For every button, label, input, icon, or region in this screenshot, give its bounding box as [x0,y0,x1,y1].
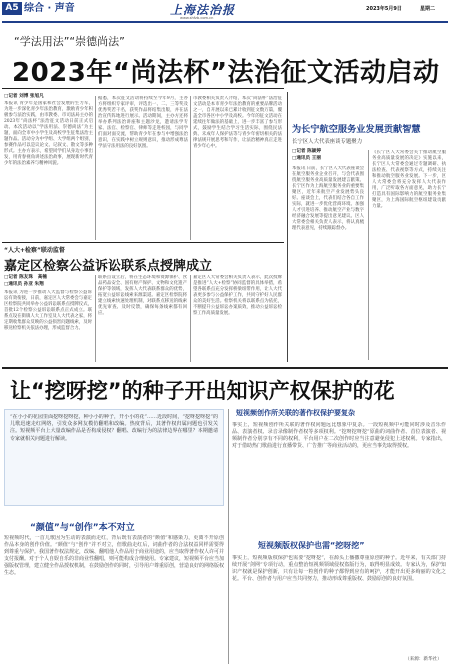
side-column-divider [287,92,288,362]
feature-headline: 让“挖呀挖”的种子开出知识产权保护的花 [10,379,395,403]
feature-right-body-1: 事实上，短视频创作所关联的著作权问题远比想象中复杂。一段短视频中可能同时涉及音乐作品、表演者权、录音录像制作者权等多项权利。“挖呀挖呀挖”原曲的词曲作者、首位表演者、视频制作者分别享有不同的权利，平台用户在二次创作时应当注意避免侵犯上述权利。专家指出，对于借助热门歌曲进行直播带货、广告推广等商业活动的，更应当事先取得授权。 [232,422,446,449]
side-headline: 为长宁航空服务业发展贡献智慧 [292,124,421,135]
issue-weekday: 星期二 [420,6,436,12]
lead-headline: 2023年“尚法杯”法治征文活动启动 [12,58,440,88]
feature-intro: “在小小的花园里面挖呀挖呀挖，种小小的种子，开小小的花”……近段时间，“挖呀挖呀挖”的儿歌迅速走红网络，引发众多网友模仿翻唱和改编。热度背后，其著作权归属问题也引发关注。短视频平台上大量改编作品是否构成侵权？翻唱、改编行为的法律边界在哪里？本期邀请专家就相关问题进行解读。 [10,414,218,442]
second-headline: 嘉定区检察公益诉讼联系点授牌成立 [4,259,213,274]
side-column-1: 本报讯 日前，长宁区人大代表座谈会在航空服务业企业召开，与会代表围绕航空服务业高质量发展建言献策。长宁区作为上海航空服务业的重要集聚区，近年来航空产业发展势头良好。座谈会上，代表们结合各自工作实际，就进一步优化营商环境、加强人才引进培养、推动航空产业与数字经济融合发展等提出意见建议。区人大常委会相关负责人表示，将认真梳理代表意见，持续跟踪督办。 [292,166,364,231]
second-column-2: 联系点设立后，将在生态环境和资源保护、食品药品安全、国有财产保护、文物和文化遗产保护等领域，发挥人大代表联系群众的优势，拓宽公益诉讼线索来源渠道。嘉定区检察院将建立线索快速处理机制，对联系点移送的线索优先审查、及时反馈，确保每条线索都有回应。 [98,275,187,316]
second-column-1: 本报讯 为进一步推动人大监督与检察公益诉讼有效衔接，日前，嘉定区人大常委会与嘉定区检察院共同举办公益诉讼联系点授牌仪式，首批12个检察公益诉讼联系点正式成立。联系点设在街镇人大工作室及人大代表之家，将定期收集群众反映的公益损害问题线索，及时移送检察机关依法办理，形成监督合力。 [4,290,92,331]
second-column-3: 嘉定区人大常委会相关负责人表示，此次授牌是推进“人大+检察”协同监督的具体举措，希望各联系点充分发挥桥梁纽带作用，让人大代表更多参与公益保护工作，共同守护好人民群众的美好生活。检察机关将以联系点为依托，不断提升公益诉讼办案质效，推动公益诉讼检察工作高质量发展。 [193,275,282,316]
feature-column-divider [228,409,229,664]
feature-left-body: 短视频时代，一首儿歌因为生动的表演而走红，背后既有表演者的“颜值”和感染力，更离不开原创作品本身的创作价值。“颜值”与“创作”并不对立，但歌曲走红后，词曲作者的合法权益同样需要得到尊重与保护。我国著作权法规定，改编、翻唱他人作品用于商业用途的，应当取得著作权人许可并支付报酬。对于个人自娱自乐的非商业性翻唱，则可能构成合理使用。专家建议，短视频平台应当加强版权管理，建立健全作品授权机制，在鼓励创作的同时，引导用户尊重原创，营造良好的网络版权生态。 [4,535,224,576]
masthead-rule [2,21,448,23]
feature-top-rule [2,367,448,369]
feature-right-body-2: 事实上，短视频版权保护也需要“挖呀挖”，在源头上播撒尊重原创的种子。近年来，有关部门持续开展“剑网”专项行动，重点整治短视频领域侵权盗版行为，取得明显成效。专家认为，保护知识产权就是保护创新，只有让每一粒创作的种子都得到应有的呵护，才能开出更多绚丽的文化之花。平台、创作者与用户应当共同努力，推动形成尊重版权、鼓励原创的良好氛围。 [232,555,446,582]
lead-column-1: 本报讯 青少年是国家和社会发展的生力军，为进一步深化青少年法治教育，激励青少年积极参与法治实践，由市教委、市司法局主办的2023年“尚法杯”法治征文活动日前正式启动。本次活动以“学法用法、崇德尚法”为主题，面向全市中小学生及高校学生征集法治主题作品。活动分为中学组、大学组两个组别，参赛作品可以是议论文、记叙文、散文等多种形式。主办方表示，希望同学们从身边小事出发，用青春视角讲述法治故事，展现新时代青少年的法治素养与精神风貌。 [4,101,93,166]
second-column-divider-2 [190,275,191,362]
website: www.shfzb.com.cn [180,16,214,20]
second-top-rule [2,242,284,243]
second-byline: □记者 陈友珠 高楠 □通讯员 孙亚 朱翔 [4,275,47,287]
side-subhead: 长宁区人大代表座谈专题聚力 [292,139,363,145]
side-inner-divider [368,150,369,360]
feature-right-kicker-1: 短视频创作所关联的著作权保护要复杂 [236,409,355,417]
side-byline: □记者 陈颖婷 □通讯员 王丽 [292,149,321,161]
section-name: 综合 · 声音 [24,3,75,14]
feature-source-note: （来源：新华社） [405,657,442,662]
lead-column-3: 市教委相关负责人介绍，本次“尚法杯”法治征文活动是本市青少年法治教育的重要品牌活动之一，自开展以来已累计收到征文数万篇，覆盖全市各区中小学及高校。今年的征文活动在延续往年做法的基础上，进一步丰富了参与形式，鼓励学生结合学习生活实际，围绕民法典、未成年人保护法等与青少年密切相关的法律法规开展思考和写作，让法治精神真正走进青少年心中。 [193,96,282,149]
lead-column-divider-1 [95,96,96,240]
feature-left-kicker: “颜值”与“创作”本不对立 [30,523,135,533]
second-kicker: “人大+检察”联动监督 [4,247,65,254]
issue-date: 2023年5月9日 [366,6,402,12]
page-code: A5 [5,3,19,13]
lead-kicker: “学法用法”“崇德尚法” [14,35,125,48]
second-column-divider-1 [95,275,96,362]
lead-column-2: 据悉，本次征文活动将持续至今年9月，主办方将组织专家评审，评选出一、二、三等奖及优秀奖若干名，获奖作品将结集出版，并在法治宣传阵地进行展示。活动期间，主办方还将举办系列法治讲座和主题沙龙，邀请法学专家、法官、检察官、律师等走进校园，与同学们面对面交流，帮助青少年在参与中增强法治意识，在实践中树立规则意识，推动形成尊法学法守法用法的良好氛围。 [98,96,188,149]
lead-headline-rule [2,88,284,89]
feature-right-kicker-2: 短视频版权保护也需“挖呀挖” [258,541,365,550]
lead-column-divider-2 [190,96,191,240]
lead-byline: □记者 刘博 张旭凡 [4,94,44,99]
newspaper-name: 上海法治报 [170,3,236,17]
side-column-2: 《长宁区人大常委会关于推动航空服务业高质量发展的决定》实施以来，长宁区人大常委会通过专题调研、执法检查、代表视察等方式，持续关注和推动航空服务业发展。下一步，区人大常委会将充分发挥人大代表作用，广泛听取各方面意见，助力长宁打造具有国际影响力的航空服务业集聚区，为上海国际航空枢纽建设贡献力量。 [372,150,446,209]
